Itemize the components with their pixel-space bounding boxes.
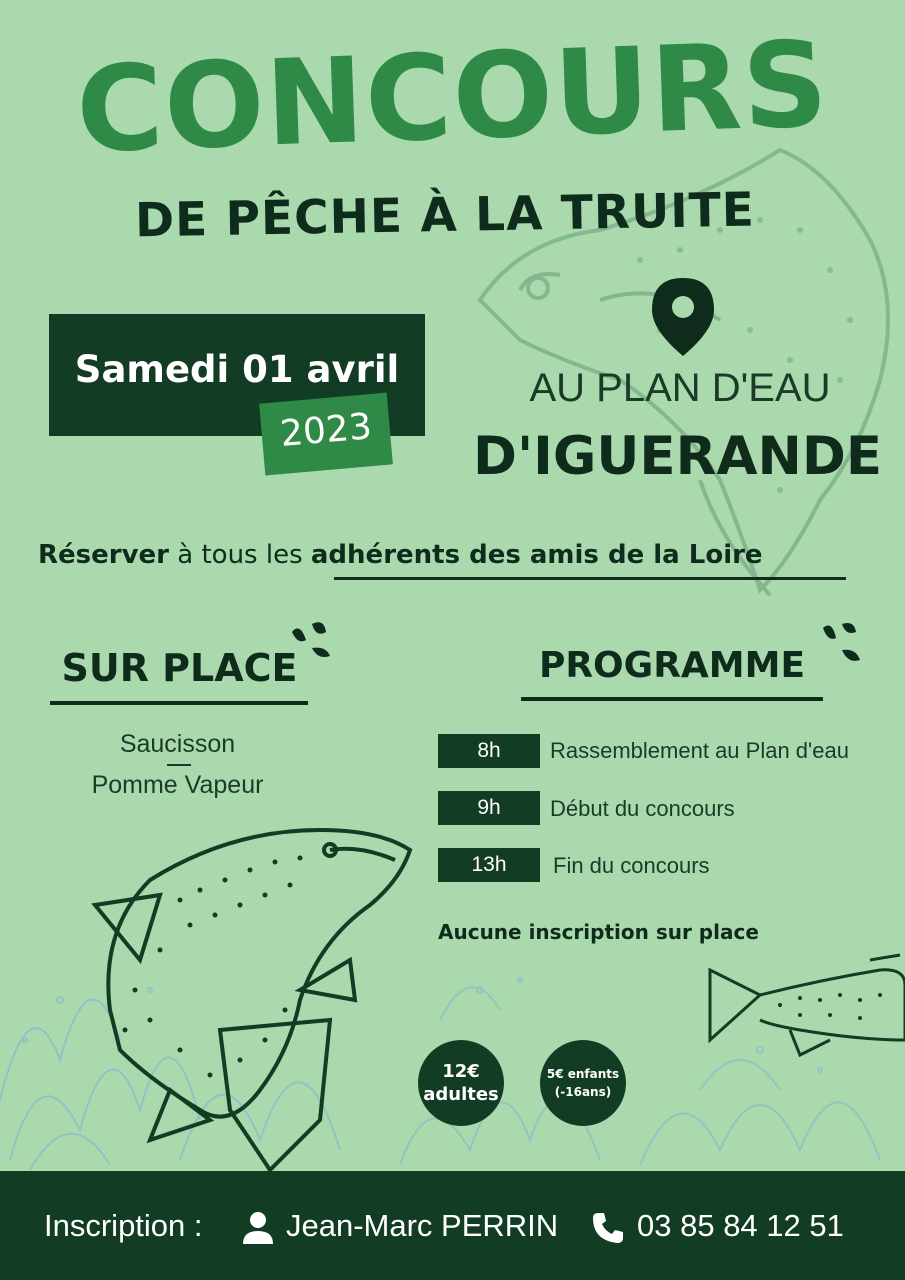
person-icon — [240, 1210, 276, 1246]
price-adult-label: adultes — [423, 1084, 499, 1105]
programme-underline — [521, 697, 823, 701]
programme-label: Rassemblement au Plan d'eau — [550, 738, 849, 763]
location-line1: AU PLAN D'EAU — [529, 366, 831, 410]
trout-illustration-jumping — [95, 830, 410, 1170]
reservation-bold1: Réserver — [38, 540, 169, 570]
contact-name: Jean-Marc PERRIN — [286, 1208, 559, 1243]
no-onsite-registration-note: Aucune inscription sur place — [438, 920, 759, 944]
event-year: 2023 — [278, 406, 374, 455]
reservation-bold2: adhérents des amis de la Loire — [310, 540, 763, 570]
price-child-badge — [540, 1040, 626, 1126]
trout-illustration-small — [710, 955, 905, 1055]
price-child-amount: 5€ enfants — [546, 1067, 620, 1081]
programme-time: 9h — [438, 791, 540, 825]
trout-spots-jumping — [123, 856, 303, 1078]
reservation-underline — [334, 577, 846, 580]
trout-spots-small — [778, 993, 882, 1020]
location-line2: D'IGUERANDE — [472, 426, 883, 487]
reservation-note — [38, 540, 763, 570]
poster-title: CONCOURS — [74, 14, 831, 180]
inscription-label: Inscription : — [44, 1208, 203, 1243]
menu-item: Pomme Vapeur — [91, 771, 264, 799]
poster-subtitle: DE PÊCHE À LA TRUITE — [134, 182, 756, 249]
menu-separator — [167, 764, 191, 766]
programme-label: Fin du concours — [553, 853, 710, 878]
programme-time: 13h — [438, 848, 540, 882]
contact-phone[interactable]: 03 85 84 12 51 — [637, 1208, 844, 1243]
water-splash-right — [640, 1047, 880, 1165]
price-child-label: (-16ans) — [554, 1085, 612, 1099]
water-splash-left — [0, 988, 340, 1170]
sur-place-heading: SUR PLACE — [61, 646, 298, 690]
programme-time: 8h — [438, 734, 540, 768]
phone-icon — [590, 1210, 626, 1246]
programme-heading: PROGRAMME — [538, 645, 806, 686]
price-adult-amount: 12€ — [442, 1060, 480, 1082]
event-date: Samedi 01 avril — [74, 348, 400, 391]
location-pin-icon — [652, 278, 714, 356]
splash-accent-icon-2 — [823, 623, 860, 661]
programme-label: Début du concours — [550, 796, 735, 821]
reservation-middle: à tous les — [169, 540, 311, 570]
sur-place-underline — [50, 701, 308, 705]
price-adult-badge — [418, 1040, 504, 1126]
menu-item: Saucisson — [119, 730, 236, 758]
